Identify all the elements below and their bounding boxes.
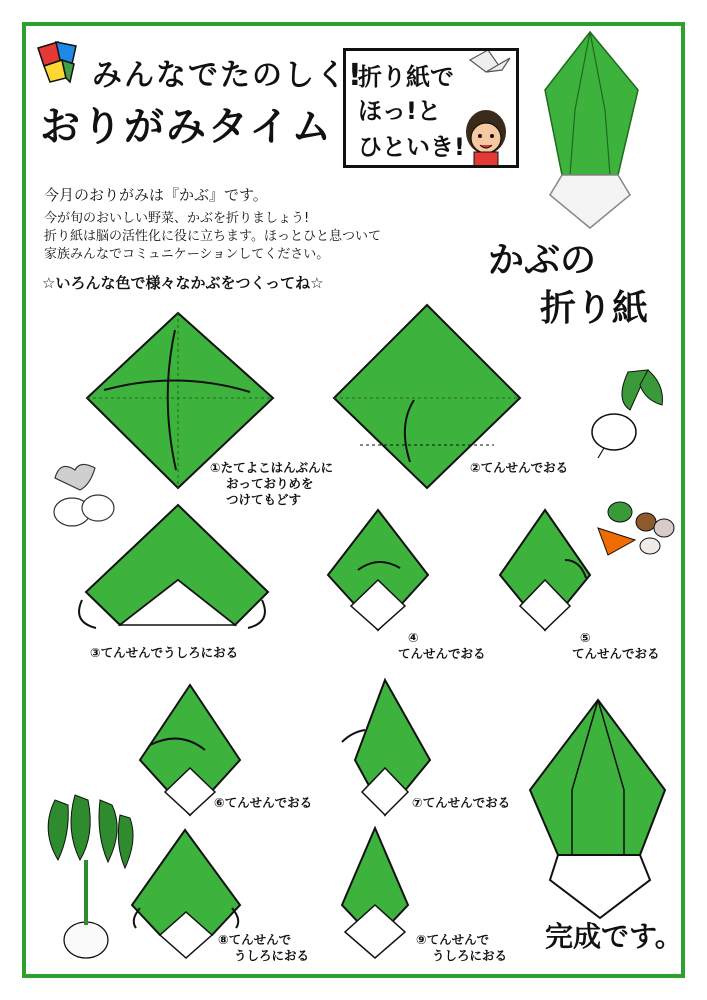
origami-logo-icon bbox=[38, 42, 76, 82]
stamp-line1: 折り紙で bbox=[358, 63, 454, 91]
step1-caption-line3: つけてもどす bbox=[226, 492, 302, 507]
done-label: 完成です。 bbox=[545, 920, 683, 953]
final-diagram bbox=[530, 700, 665, 918]
side-title-line1: かぶの bbox=[488, 240, 597, 281]
turnip-sketch-icon bbox=[54, 464, 114, 526]
step8-caption-line2: うしろにおる bbox=[234, 948, 310, 963]
stamp-line3: ひといき! bbox=[358, 133, 465, 161]
stamp-box bbox=[343, 48, 519, 168]
vegetables-icon bbox=[598, 502, 674, 555]
title-line2: おりがみタイム bbox=[40, 104, 334, 150]
step1-caption-line2: おっておりめを bbox=[226, 476, 314, 491]
step5-diagram bbox=[500, 510, 590, 630]
turnip-icon bbox=[592, 370, 662, 458]
step9-diagram bbox=[342, 828, 408, 958]
step2-caption: ②てんせんでおる bbox=[470, 460, 569, 475]
turnip-greens-icon bbox=[48, 795, 133, 958]
title-line1: みんなでたのしく! bbox=[92, 58, 364, 93]
step1-caption-line1: ①たてよこはんぶんに bbox=[210, 460, 334, 475]
step4-caption: てんせんでおる bbox=[398, 646, 486, 661]
step3-diagram bbox=[79, 505, 268, 628]
intro-line4: 家族みんなでコミュニケーションしてください。 bbox=[44, 247, 330, 262]
step3-caption: ③てんせんでうしろにおる bbox=[90, 645, 239, 660]
step5-caption: てんせんでおる bbox=[572, 646, 660, 661]
step8-caption-line1: ⑧てんせんで bbox=[218, 932, 292, 947]
stamp-line2: ほっ!と bbox=[358, 97, 441, 125]
intro-line2: 今が旬のおいしい野菜、かぶを折りましょう! bbox=[44, 211, 310, 226]
step9-caption-line1: ⑨てんせんで bbox=[416, 932, 490, 947]
step9-caption-line2: うしろにおる bbox=[432, 948, 508, 963]
intro-line1: 今月のおりがみは『かぶ』です。 bbox=[44, 186, 268, 204]
finished-turnip-photo bbox=[545, 32, 638, 228]
step4-diagram bbox=[328, 510, 428, 630]
intro-line3: 折り紙は脳の活性化に役に立ちます。ほっとひと息ついて bbox=[44, 229, 381, 244]
step7-caption: ⑦てんせんでおる bbox=[412, 795, 511, 810]
step5-number: ⑤ bbox=[580, 630, 591, 645]
step4-number: ④ bbox=[408, 630, 419, 645]
headline: ☆いろんな色で様々なかぶをつくってね☆ bbox=[42, 274, 324, 292]
step6-caption: ⑥てんせんでおる bbox=[214, 795, 313, 810]
side-title-line2: 折り紙 bbox=[540, 288, 649, 329]
